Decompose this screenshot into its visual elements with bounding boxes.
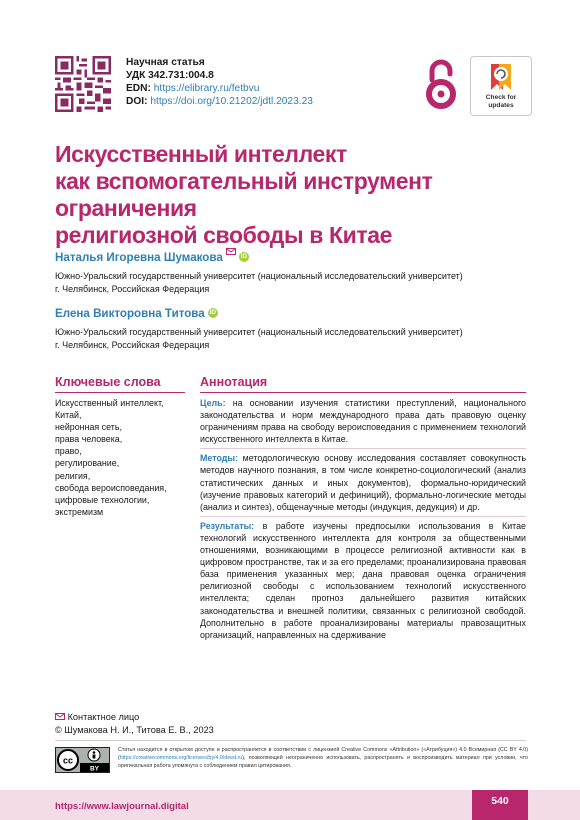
license-part: ), позволяющей неограниченно использовать, распространять и воспроизводить материал при условии, что оригинальная работа упомянута с соблюдением правил цитирования. [118, 755, 528, 770]
abstract-paragraph [200, 397, 526, 449]
svg-text:cc: cc [62, 755, 74, 766]
article-title [55, 141, 535, 249]
copyright: © Шумакова Н. И., Титова Е. В., 2023 [55, 725, 214, 735]
keyword: цифровые технологии, [55, 494, 150, 505]
license-link[interactable]: https://creativecommons.org/licenses/by/4.0/deed.ru [119, 755, 243, 762]
orcid-icon[interactable]: iD [209, 308, 216, 316]
license-part: Статья находится в открытом доступе и распространяется в соответствии с лицензией Creative Commons «Attribution» («Атрибуция») 4.0 Всемирная (CC BY 4.0) ( [118, 747, 528, 762]
keyword: Искусственный интеллект, [55, 398, 164, 408]
abstract-divider [200, 392, 526, 393]
keyword: право, [55, 446, 82, 457]
affiliation-city: г. Челябинск, Российская Федерация [55, 339, 210, 350]
mail-icon[interactable] [226, 248, 236, 255]
orcid-icon[interactable]: iD [240, 252, 248, 260]
abstract-text: в работе изучены предпосылки использования в Китае технологий искусственного интеллекта для контроля за общественными отношениями, возникающими в процессе религиозной активности как в цифровом пространстве, так и за его пределами; проанализирована правовая база применения указанных мер; дана правовая оценка ограничения религиозной свободы с использованием технологий искусственного интеллекта; сделан прогноз дальнейшего развития китайских законодательства и внешней политики, связанных с религиозной свободой. Дополнительно в работе проанализированы материалы правозащитных организаций, направленных на сдерживание [200, 520, 526, 640]
edn-link[interactable]: https://elibrary.ru/fetbvu [153, 83, 260, 94]
journal-site-link[interactable]: https://www.lawjournal.digital [55, 801, 189, 812]
license-divider [55, 740, 526, 741]
author-name[interactable]: Наталья Игоревна Шумакова [55, 251, 223, 264]
check-for-label: Check for [485, 94, 517, 101]
open-access-icon [424, 58, 458, 110]
qr-code [55, 56, 111, 112]
check-for-updates-badge[interactable] [470, 56, 532, 116]
page-number: 540 [472, 790, 528, 820]
abstract-label: Результаты: [200, 520, 255, 531]
abstract-label: Методы: [200, 453, 238, 464]
license-text [118, 746, 528, 771]
keyword: регулирование, [55, 458, 120, 469]
abstract-text: методологическую основу исследования составляет совокупность методов научного познания, в том числе конкретно-социологический (анализ статистических данных и иных документов), формально-юридический (изучение правовых категорий и дефиниций), формально-логические методы (анализ и синтез), общенаучные методы (индукция, дедукция) и др. [200, 453, 526, 512]
keywords-divider [55, 392, 185, 393]
abstract-text: на основании изучения статистики преступлений, национального законодательства и норм международного права дать правовую оценку ограничениям права на свободу вероисповедания с применением технологий искусственного интеллекта в Китае. [200, 398, 526, 445]
keywords-list [55, 397, 195, 518]
cc-by-license-icon[interactable] [55, 747, 110, 773]
cc-by-label: BY [89, 765, 100, 773]
doi-label: DOI: [126, 96, 148, 107]
updates-label: updates [488, 101, 514, 109]
title-line: религиозной свободы в Китае [55, 222, 392, 248]
abstract-paragraph [200, 520, 526, 644]
author-affiliation [55, 270, 535, 295]
mail-icon [55, 713, 65, 720]
keyword: религия, [55, 470, 91, 481]
article-meta [126, 56, 313, 108]
abstract-paragraph [200, 452, 526, 516]
affiliation-text: Южно-Уральский государственный университет (национальный исследовательский университет) [55, 327, 463, 337]
affiliation-city: г. Челябинск, Российская Федерация [55, 283, 210, 294]
title-line: Искусственный интеллект [55, 141, 347, 167]
author-name[interactable]: Елена Викторовна Титова [55, 307, 205, 320]
abstract-heading: Аннотация [200, 375, 268, 389]
affiliation-text: Южно-Уральский государственный университет (национальный исследовательский университет) [55, 271, 463, 281]
keyword: экстремизм [55, 506, 104, 517]
doi-link[interactable]: https://doi.org/10.21202/jdtl.2023.23 [150, 96, 313, 107]
contact-block [55, 711, 214, 737]
keywords-heading: Ключевые слова [55, 375, 161, 389]
abstract-label: Цель: [200, 398, 226, 408]
bookmark-icon [489, 62, 513, 92]
keyword: Китай, [55, 410, 82, 421]
author-block [55, 248, 249, 266]
author-block [55, 304, 218, 322]
udc-code: УДК 342.731:004.8 [126, 70, 214, 81]
author-affiliation [55, 326, 535, 351]
keyword: нейронная сеть, [55, 422, 122, 433]
keyword: свобода вероисповедания, [55, 482, 167, 493]
article-type: Научная статья [126, 57, 205, 68]
keyword: права человека, [55, 434, 123, 445]
abstract-body [200, 397, 526, 647]
edn-label: EDN: [126, 83, 151, 94]
title-line: как вспомогательный инструмент ограничения [55, 168, 433, 221]
contact-label: Контактное лицо [67, 712, 140, 722]
